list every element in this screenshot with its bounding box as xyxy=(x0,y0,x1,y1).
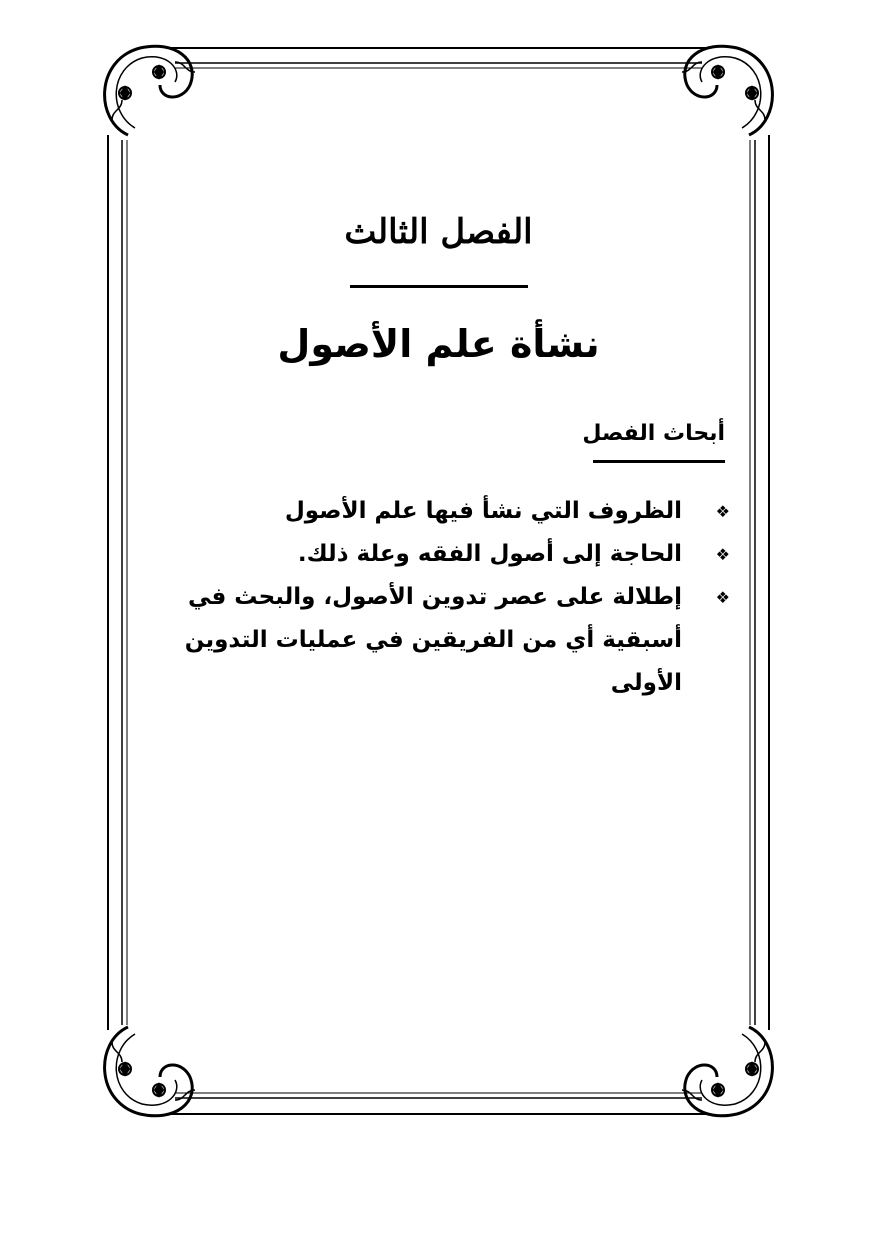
topic-item xyxy=(150,490,730,533)
topic-item xyxy=(150,576,730,705)
diamond-icon: ❖ xyxy=(715,588,730,607)
topic-text: الحاجة إلى أصول الفقه وعلة ذلك. xyxy=(297,541,682,567)
diamond-icon: ❖ xyxy=(715,545,730,564)
topics-heading-underline xyxy=(593,460,725,463)
topic-text: الظروف التي نشأ فيها علم الأصول xyxy=(284,498,682,524)
topics-list xyxy=(150,490,730,705)
diamond-icon: ❖ xyxy=(715,502,730,521)
topics-heading: أبحاث الفصل xyxy=(582,421,725,446)
topic-text: إطلالة على عصر تدوين الأصول، والبحث في أسبقية أي من الفريقين في عمليات التدوين الأولى xyxy=(184,584,682,696)
topic-item xyxy=(150,533,730,576)
chapter-title: نشأة علم الأصول xyxy=(277,322,600,366)
chapter-label-underline xyxy=(350,285,528,288)
chapter-label: الفصل الثالث xyxy=(344,212,533,252)
